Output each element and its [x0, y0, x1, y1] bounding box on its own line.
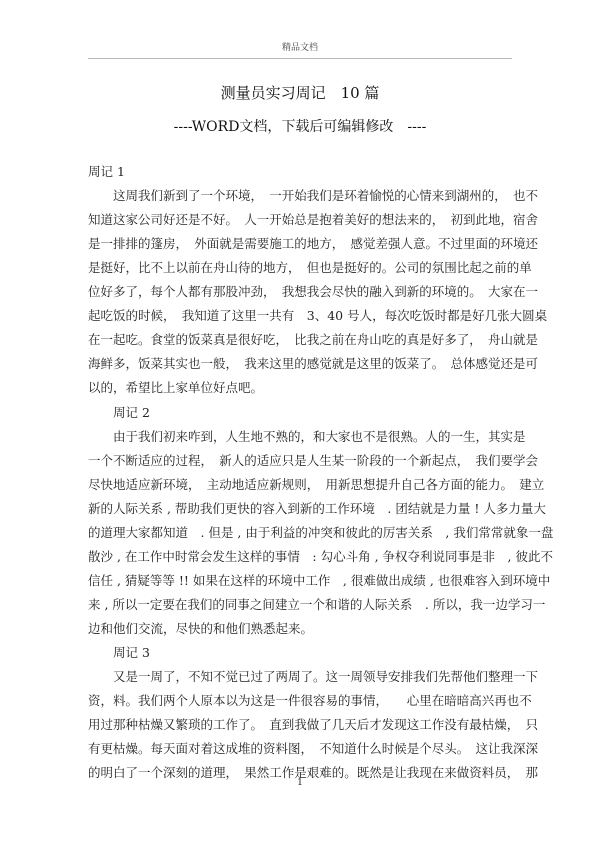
paragraph-line: 是一排排的篷房， 外面就是需要施工的地方， 感觉差强人意。不过里面的环境还: [88, 236, 539, 251]
document-subtitle: ----WORD文档，下载后可编辑修改 ----: [173, 119, 427, 135]
header-divider: [88, 58, 512, 59]
paragraph-line: 用过那种枯燥又繁琐的工作了。 直到我做了几天后才发现这工作没有最枯燥， 只: [88, 717, 539, 732]
page-number: 1: [297, 778, 303, 788]
paragraph-line: 以的，希望比上家单位好点吧。: [88, 380, 264, 395]
document-title: 测量员实习周记 10 篇: [220, 84, 380, 102]
paragraph-line: 起吃饭的时候， 我知道了这里一共有 3、40 号人，每次吃饭时都是好几张大圆桌: [88, 308, 548, 323]
section-heading: 周记 2: [88, 405, 150, 420]
section-heading: 周记 3: [88, 645, 150, 660]
section-heading: 周记 1: [88, 164, 125, 179]
paragraph-line: 新的人际关系 , 帮助我们更快的容入到新的工作环境 . 团结就是力量 ! 人多力量大: [88, 501, 546, 516]
paragraph-line: 海鲜多，饭菜其实也一般， 我来这里的感觉就是这里的饭菜了。 总体感觉还是可: [88, 356, 539, 371]
paragraph-line: 位好多了，每个人都有那股冲劲， 我想我会尽快的融入到新的环境的。 大家在一: [88, 284, 539, 299]
page-header: 精品文档: [281, 43, 318, 53]
paragraph-line: 来 , 所以一定要在我们的同事之间建立一个和谐的人际关系 . 所以，我一边学习一: [88, 597, 546, 612]
paragraph-line: 的道理大家都知道 . 但是 , 由于利益的冲突和彼此的厉害关系 , 我们常常就象一盘: [88, 525, 554, 540]
paragraph-line: 一个不断适应的过程， 新人的适应只是人生某一阶段的一个新起点， 我们要学会: [88, 453, 539, 468]
paragraph-line: 这周我们新到了一个环境， 一开始我们是环着愉悦的心情来到湖州的， 也不: [88, 188, 539, 203]
paragraph-line: 知道这家公司好还是不好。 人一开始总是抱着美好的想法来的， 初到此地，宿舍: [88, 212, 539, 227]
section-week-1: [88, 160, 548, 400]
paragraph-line: 是挺好，比不上以前在舟山待的地方， 但也是挺好的。公司的氛围比起之前的单: [88, 260, 532, 275]
paragraph-line: 散沙 , 在工作中时常会发生这样的事情 : 勾心斗角 , 争权夺利说同事是非 , 彼此不: [88, 549, 553, 564]
paragraph-line: 边和他们交流，尽快的和他们熟悉起来。: [88, 621, 314, 636]
section-week-3: [88, 641, 539, 785]
paragraph-line: 信任 , 猜疑等等 !! 如果在这样的环境中工作 , 很难做出成绩 , 也很难容入到环境中: [88, 573, 551, 588]
paragraph-line: 在一起吃。食堂的饭菜真是很好吃， 比我之前在舟山吃的真是好多了， 舟山就是: [88, 332, 539, 347]
paragraph-line: 尽快地适应新环境， 主动地适应新规则， 用新思想提升自己各方面的能力。 建立: [88, 477, 545, 492]
section-week-2: [88, 401, 554, 641]
paragraph-line: 的明白了一个深刻的道理， 果然工作是艰难的。既然是让我现在来做资料员， 那: [88, 765, 539, 780]
paragraph-line: 由于我们初来咋到，人生地不熟的，和大家也不是很熟。人的一生，其实是: [88, 429, 526, 444]
paragraph-line: 资，料。我们两个人原本以为这是一件很容易的事情， 心里在暗暗高兴再也不: [88, 693, 532, 708]
paragraph-line: 又是一周了，不知不觉已过了两周了。这一周领导安排我们先帮他们整理一下: [88, 669, 539, 684]
paragraph-line: 有更枯燥。每天面对着这成堆的资料图， 不知道什么时候是个尽头。 这让我深深: [88, 741, 539, 756]
